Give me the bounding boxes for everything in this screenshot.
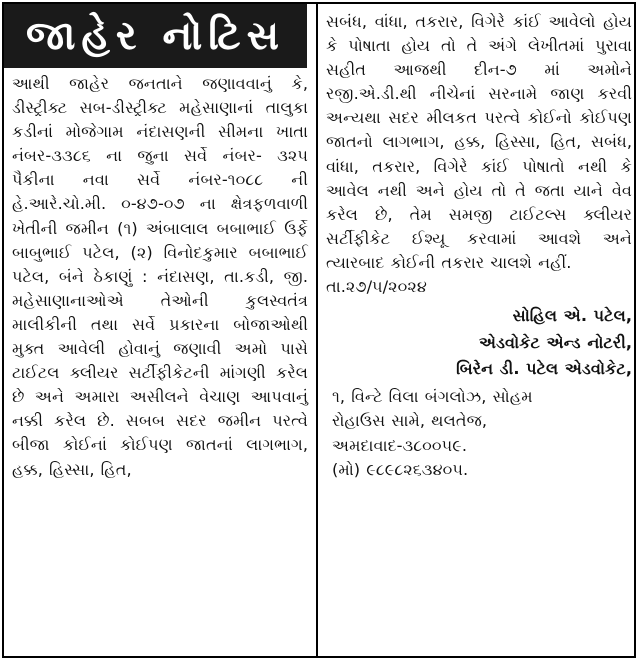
right-column bbox=[326, 10, 632, 483]
address-block bbox=[326, 385, 632, 483]
address-line-1: ૧, વિન્ટે વિલા બંગલોઝ, સોહમ bbox=[332, 386, 533, 406]
signatory-title: એડવોકેટ એન્ડ નોટરી, bbox=[479, 332, 632, 352]
signature-block bbox=[326, 303, 632, 383]
left-column-body: આથી જાહેર જનતાને જણાવવાનું કે, ડીસ્ટ્રીક્ટ સબ-ડીસ્ટ્રીક્ટ મહેસાણાનાં તાલુકા કડીનાં મોજેગામ નંદાસણની સીમના ખાતા નંબર-૩૩૮૬ ના જુના સર્વે નંબર- ૩૨૫ પૈકીના નવા સર્વે નંબર-૧૦૮૮ ની હે.આરે.ચો.મી. ૦-૪૭-૦૭ ના ક્ષેત્રફળવાળી ખેતીની જમીન (૧) અંબાલાલ બબાભાઈ ઉર્ફે બાબુભાઈ પટેલ, (૨) વિનોદકુમાર બબાભાઈ પટેલ, બંને ઠેકાણું : નંદાસણ, તા.કડી, જી. મહેસાણાનાઓએ તેઓની કુલસ્વતંત્ર માલીકીની તથા સર્વે પ્રકારના બોજાઓથી મુક્ત આવેલી હોવાનું જણાવી અમો પાસે ટાઈટલ ક્લીયર સર્ટીફીકેટની માંગણી કરેલ છે અને અમારા અસીલને વેચાણ આપવાનું નક્કી કરેલ છે. સબબ સદર જમીન પરત્વે બીજા કોઈનાં કોઈપણ જાતનાં લાગભાગ, હક્ક, હિસ્સા, હિત, bbox=[12, 74, 308, 479]
column-divider bbox=[316, 4, 318, 656]
notice-title: જાહેર નોટિસ bbox=[25, 13, 285, 59]
notice-header bbox=[4, 4, 307, 68]
public-notice bbox=[2, 2, 636, 658]
address-line-3: અમદાવાદ-૩૮૦૦૫૯. bbox=[332, 435, 467, 455]
signatory-name-1: સોહિલ એ. પટેલ, bbox=[512, 306, 632, 326]
right-column-body: સબંધ, વાંધા, તકરાર, વિગેરે કાંઈ આવેલો હોય કે પોષાતા હોય તો તે અંગે લેખીતમાં પુરાવા સહીત આજથી દીન-૭ માં અમોને રજી.એ.ડી.થી નીચેનાં સરનામે જાણ કરવી અન્યથા સદર મીલકત પરત્વે કોઈનો કોઈપણ જાતનો લાગભાગ, હક્ક, હિસ્સા, હિત, સબંધ, વાંધા, તકરાર, વિગેરે કાંઈ પોષાતો નથી કે આવેલ નથી અને હોય તો તે જતા યાને વેવ કરેલ છે, તેમ સમજી ટાઈટલ્સ ક્લીયર સર્ટીફીકેટ ઈશ્યૂ કરવામાં આવશે અને ત્યારબાદ કોઈની તકરાર ચાલશે નહીં. bbox=[326, 12, 632, 272]
address-line-2: રોહાઉસ સામે, થલતેજ, bbox=[332, 411, 488, 431]
mobile-number: (મો) ૯૮૯૮૨૬૩૪૦૫. bbox=[332, 460, 469, 480]
notice-date: તા.૨૭/૫/૨૦૨૪ bbox=[326, 277, 427, 297]
signatory-name-2: બિરેન ડી. પટેલ એડવોકેટ, bbox=[456, 359, 632, 379]
